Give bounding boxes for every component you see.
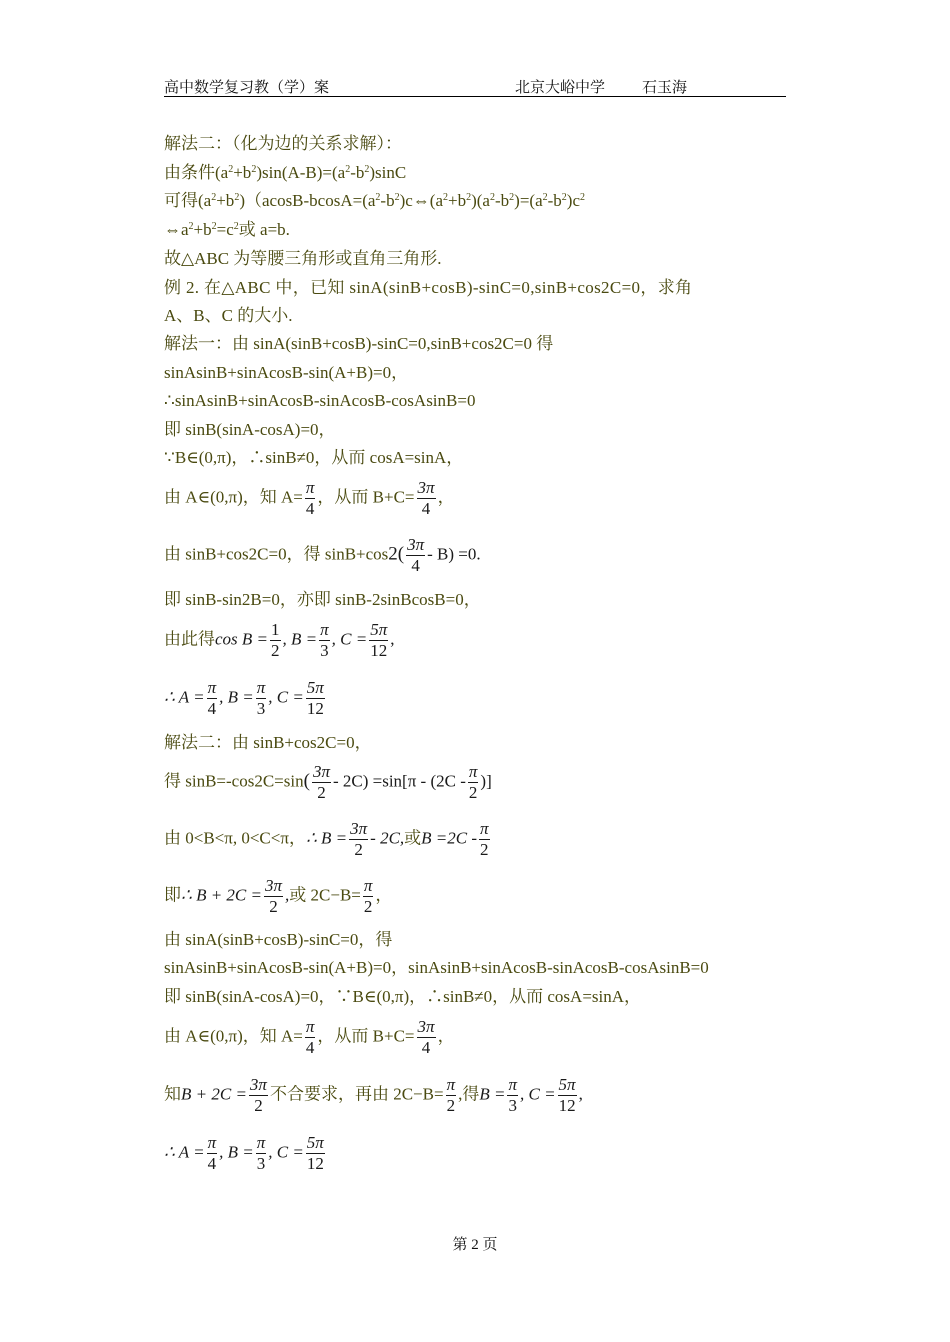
fraction: $\frac{3\pi}{2}$	[350, 819, 368, 859]
example-2-question: A、B、C 的大小.	[164, 306, 293, 325]
fraction: $\frac{5\pi}{12}$	[306, 678, 324, 718]
fraction: $\frac{\pi}{4}$	[207, 1133, 217, 1173]
fraction: $\frac{3\pi}{2}$	[249, 1075, 267, 1115]
derived-line: 可得$(a^2+b^2)(acosB-bcosA=(a^2-b^2)c\Leftrightarrow(a^2+b^2)(a^2-b^2)=(a^2-b^2)c^2$	[164, 191, 586, 210]
fraction: $\frac{\pi}{2}$	[363, 876, 373, 916]
fraction: $\frac{\pi}{4}$	[207, 678, 217, 718]
reject-case-line: 知B + 2C = $\frac{3\pi}{2}$ 不合要求，再由 2C−B= $\frac{\pi}{2}$ ,得B = $\frac{\pi}{3}$ , C = $\frac{5\pi}{12}$ ,	[164, 1075, 583, 1115]
fraction: $\frac{\pi}{4}$	[305, 478, 315, 518]
result-line: 由此得cos B = $\frac{1}{2}$ , B = $\frac{\pi}{3}$ , C = $\frac{5\pi}{12}$ ,	[164, 620, 395, 660]
equivalence-line: $\Leftrightarrow a^2+b^2=c^2$或 a=b.	[164, 220, 290, 239]
solution-two-b-title: 解法二：由 sinB+cos2C=0，	[164, 733, 372, 752]
fraction: $\frac{\pi}{3}$	[256, 1133, 266, 1173]
step-line: 即 sinB-sin2B=0，亦即 sinB-2sinBcosB=0，	[164, 590, 481, 609]
fraction: $\frac{3\pi}{2}$	[264, 876, 283, 916]
fraction: $\frac{\pi}{2}$	[446, 1075, 456, 1115]
range-line: 由 0<B<π, 0<C<π，∴ B = $\frac{3\pi}{2}$ - 2C,或B =2C - $\frac{\pi}{2}$	[164, 819, 489, 859]
angle-a-line-2: 由 A∈(0,π)，知 A= $\frac{\pi}{4}$ ，从而 B+C= $\frac{3\pi}{4}$ ，	[164, 1017, 455, 1057]
fraction: $\frac{\pi}{2}$	[480, 819, 489, 859]
header-author: 石玉海	[642, 80, 688, 96]
angle-a-line: 由 A∈(0,π)，知 A= $\frac{\pi}{4}$ ，从而 B+C= $\frac{3\pi}{4}$ ，	[164, 478, 455, 518]
fraction: $\frac{\pi}{2}$	[468, 762, 478, 802]
solution-one-title: 解法一：由 sinA(sinB+cosB)-sinC=0,sinB+cos2C=0 得	[164, 334, 554, 353]
step-line: ∵B∈(0,π)，∴sinB≠0，从而 cosA=sinA，	[164, 448, 464, 467]
transform-line: 得 sinB=-cos2C=sin( $\frac{3\pi}{2}$ - 2C) =sin[π - (2C - $\frac{\pi}{2}$ )]	[164, 762, 492, 802]
fraction: $\frac{\pi}{3}$	[508, 1075, 517, 1115]
fraction: $\frac{\pi}{3}$	[320, 620, 329, 660]
fraction: $\frac{3\pi}{4}$	[417, 1017, 435, 1057]
solution-two-title: 解法二：（化为边的关系求解）：	[164, 134, 402, 153]
fraction: $\frac{3\pi}{2}$	[312, 762, 330, 802]
example-2-statement: 例 2. 在△ABC 中，已知 sinA(sinB+cosB)-sinC=0,sinB+cos2C=0，求角	[164, 278, 693, 297]
fraction: $\frac{\pi}{4}$	[305, 1017, 315, 1057]
step-line: sinAsinB+sinAcosB-sin(A+B)=0，sinAsinB+sinAcosB-sinAcosB-cosAsinB=0	[164, 958, 709, 977]
page-header	[164, 76, 786, 97]
final-answer-line: ∴ A = $\frac{\pi}{4}$ , B = $\frac{\pi}{3}$ , C = $\frac{5\pi}{12}$	[164, 1133, 324, 1173]
fraction: $\frac{3\pi}{4}$	[417, 478, 435, 518]
step-line: 即 sinB(sinA-cosA)=0，∵B∈(0,π)，∴sinB≠0，从而 cosA=sinA，	[164, 987, 642, 1006]
step-line: ∴sinAsinB+sinAcosB-sinAcosB-cosAsinB=0	[164, 391, 476, 410]
conclusion-line: 故△ABC 为等腰三角形或直角三角形.	[164, 249, 442, 268]
step-line: 即 sinB(sinA-cosA)=0，	[164, 420, 336, 439]
fraction: $\frac{3\pi}{4}$	[407, 535, 425, 575]
fraction: $\frac{5\pi}{12}$	[558, 1075, 576, 1115]
fraction: $\frac{5\pi}{12}$	[306, 1133, 324, 1173]
step-line: 由 sinA(sinB+cosB)-sinC=0，得	[164, 930, 393, 949]
condition-line: 由条件$(a^2+b^2)\sin(A-B)=(a^2-b^2)\sin C$	[164, 163, 407, 182]
fraction: $\frac{5\pi}{12}$	[370, 620, 388, 660]
step-line: sinAsinB+sinAcosB-sin(A+B)=0，	[164, 363, 409, 382]
fraction: $\frac{\pi}{3}$	[256, 678, 266, 718]
page-number: 第 2 页	[452, 1237, 498, 1253]
cases-line: 即∴ B + 2C = $\frac{3\pi}{2}$ ,或 2C−B= $\frac{\pi}{2}$ ，	[164, 876, 393, 916]
fraction: $\frac{1}{2}$	[271, 620, 280, 660]
answer-line: ∴ A = $\frac{\pi}{4}$ , B = $\frac{\pi}{3}$ , C = $\frac{5\pi}{12}$	[164, 678, 324, 718]
header-title: 高中数学复习教（学）案	[164, 80, 330, 96]
substitution-line: 由 sinB+cos2C=0，得 sinB+cos2( $\frac{3\pi}{4}$ - B) =0.	[164, 535, 481, 575]
header-school: 北京大峪中学	[515, 80, 606, 96]
